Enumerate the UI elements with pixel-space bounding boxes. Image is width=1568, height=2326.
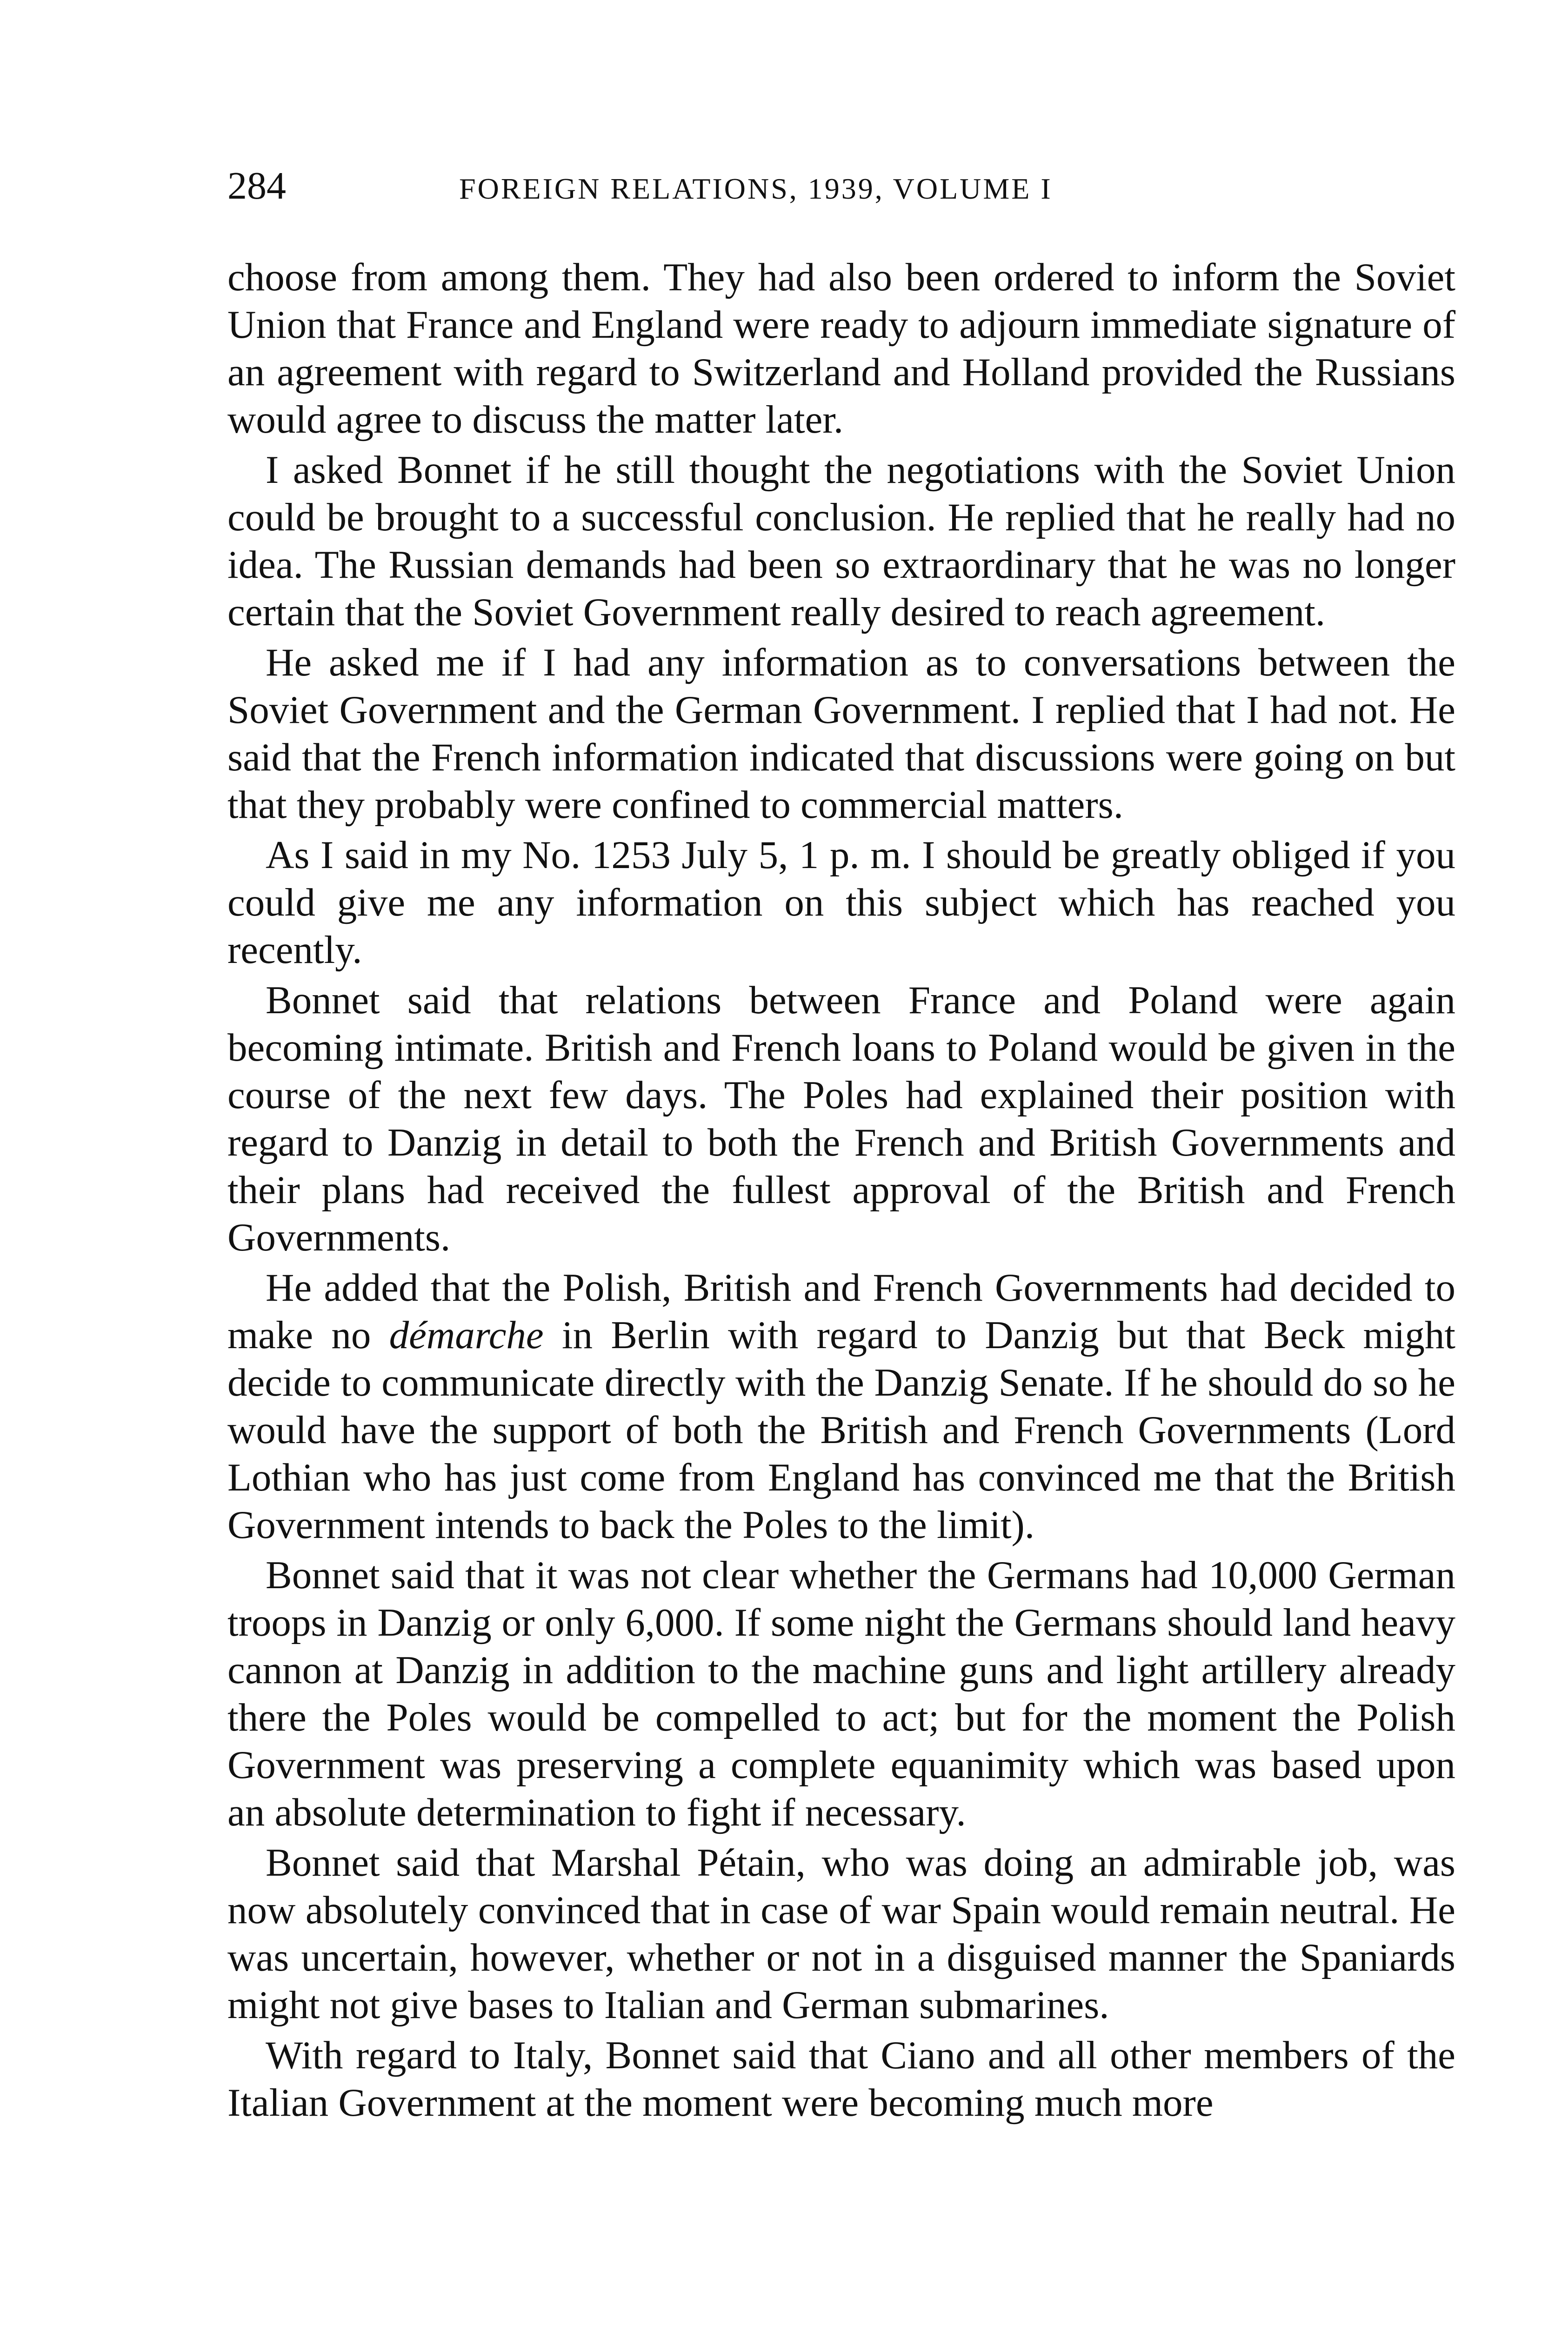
paragraph: Bonnet said that relations between France and Poland were again becoming intimate. British and French loans to Poland would be given in the course of the next few days. The Poles had explained their position with regard to Danzig in detail to both the French and British Governments and their plans had received the fullest approval of the British and French Governments. [227,978,1455,1259]
paragraph: With regard to Italy, Bonnet said that Ciano and all other members of the Italian Government at the moment were becoming much more [227,2033,1455,2125]
paragraph: Bonnet said that Marshal Pétain, who was doing an admirable job, was now absolutely convinced that in case of war Spain would remain neutral. He was uncertain, however, whether or not in a disguised manner the Spaniards might not give bases to Italian and German submarines. [227,1841,1455,2027]
running-title: FOREIGN RELATIONS, 1939, VOLUME I [459,172,1053,205]
body-text [227,254,1455,2126]
running-header [227,160,1455,212]
paragraph: He asked me if I had any information as to conversations between the Soviet Government and the German Government. I replied that I had not. He said that the French information indicated that discussions were going on but that they probably were confined to commercial matters. [227,641,1455,827]
italic-term: démarche [389,1313,544,1357]
paragraph-text: He added that the Polish, British and French Governments had decided to make no [227,1266,1455,1357]
paragraph-text: in Berlin with regard to Danzig but that Beck might decide to communicate directly with the Danzig Senate. If he should do so he would have the support of both the British and French Governments (Lord Lothian who has just come from England has convinced me that the British Government intends to back the Poles to the limit). [227,1313,1455,1547]
paragraph: I asked Bonnet if he still thought the negotiations with the Soviet Union could be brought to a successful conclusion. He replied that he really had no idea. The Russian demands had been so extraordinary that he was no longer certain that the Soviet Government really desired to reach agreement. [227,448,1455,634]
paragraph: Bonnet said that it was not clear whether the Germans had 10,000 German troops in Danzig or only 6,000. If some night the Germans should land heavy cannon at Danzig in addition to the machine guns and light artillery already there the Poles would be compelled to act; but for the moment the Polish Government was preserving a complete equanimity which was based upon an absolute determination to fight if necessary. [227,1553,1455,1834]
page-number: 284 [227,164,286,207]
paragraph: As I said in my No. 1253 July 5, 1 p. m. I should be greatly obliged if you could give me any information on this subject which has reached you recently. [227,833,1455,972]
paragraph [227,1264,1455,1549]
paragraph-continued: choose from among them. They had also been ordered to inform the Soviet Union that France and England were ready to adjourn immediate signature of an agreement with regard to Switzerland and Holland provided the Russians would agree to discuss the matter later. [227,255,1455,441]
